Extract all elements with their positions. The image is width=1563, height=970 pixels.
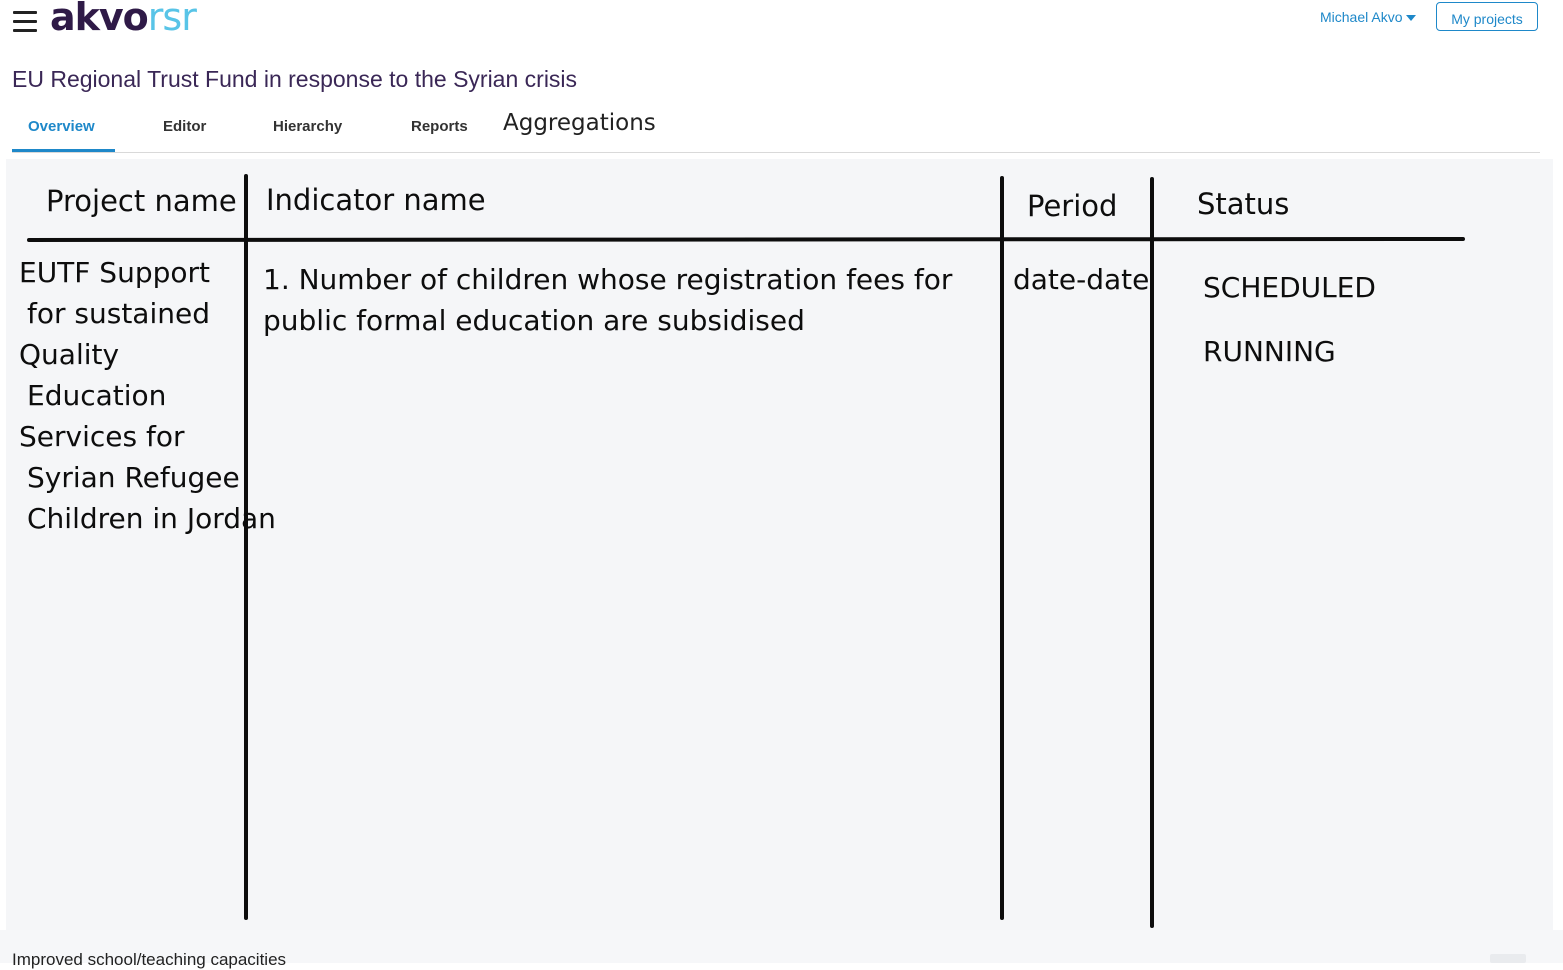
project-name-cell[interactable] — [19, 252, 276, 539]
tab-reports[interactable]: Reports — [411, 118, 468, 135]
page-title: EU Regional Trust Fund in response to the Syrian crisis — [12, 66, 578, 92]
status-scheduled: SCHEDULED — [1203, 271, 1376, 304]
indicator-table-sketch — [6, 159, 1553, 930]
tab-aggregations[interactable]: Aggregations — [503, 110, 656, 136]
tab-overview[interactable]: Overview — [28, 118, 95, 135]
project-name-line: Services for — [19, 420, 185, 453]
expand-button[interactable] — [1490, 954, 1526, 963]
project-name-line: for sustained — [27, 297, 210, 330]
my-projects-button[interactable]: My projects — [1436, 2, 1538, 31]
menu-icon[interactable] — [13, 10, 37, 32]
column-header-status: Status — [1197, 187, 1290, 221]
column-header-project: Project name — [46, 184, 237, 218]
active-tab-indicator — [12, 149, 115, 152]
caret-down-icon — [1406, 15, 1416, 21]
result-title: Improved school/teaching capacities — [12, 950, 287, 969]
tab-editor[interactable]: Editor — [163, 118, 207, 135]
tab-bar — [12, 110, 1540, 153]
project-name-line: Syrian Refugee — [27, 461, 240, 494]
project-name-line: Education — [27, 379, 167, 412]
status-running: RUNNING — [1203, 335, 1336, 368]
akvo-rsr-logo[interactable] — [50, 0, 196, 40]
indicator-name-cell[interactable] — [263, 259, 952, 341]
logo-rsr-text: rsr — [147, 0, 196, 39]
period-cell[interactable]: date-date — [1013, 263, 1150, 296]
project-name-line: EUTF Support — [19, 256, 210, 289]
tab-hierarchy[interactable]: Hierarchy — [273, 118, 343, 135]
indicator-name-line: public formal education are subsidised — [263, 304, 805, 337]
logo-akvo-text: akvo — [50, 0, 148, 39]
indicator-name-line: 1. Number of children whose registration fees for — [263, 263, 953, 296]
column-header-period: Period — [1027, 189, 1118, 223]
user-menu[interactable] — [1320, 9, 1416, 25]
user-name: Michael Akvo — [1320, 9, 1403, 25]
project-name-line: Children in Jordan — [27, 502, 276, 535]
project-name-line: Quality — [19, 338, 120, 371]
column-header-indicator: Indicator name — [266, 183, 486, 217]
result-section-header[interactable] — [0, 930, 1563, 969]
